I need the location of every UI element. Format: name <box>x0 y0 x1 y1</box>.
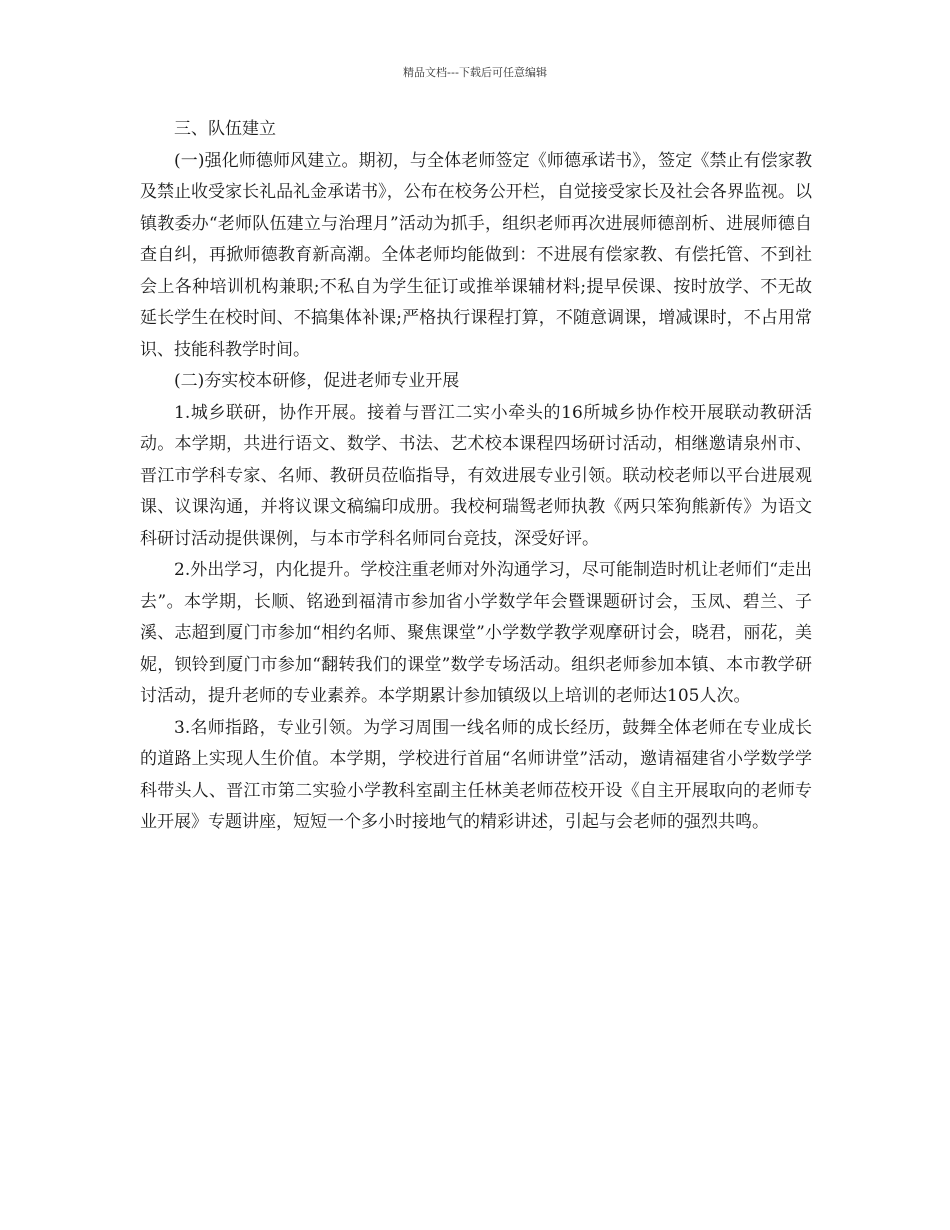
paragraph-ethics: (一)强化师德师风建立。期初，与全体老师签定《师德承诺书》，签定《禁止有偿家教及禁止收受家长礼品礼金承诺书》，公布在校务公开栏，自觉接受家长及社会各界监视。以镇教委办“老师队伍建立与治理月”活动为抓手，组织老师再次进展师德剖析、进展师德自查自纠，再掀师德教育新高潮。全体老师均能做到：不进展有偿家教、有偿托管、不到社会上各种培训机构兼职;不私自为学生征订或推举课辅材料;提早侯课、按时放学、不无故延长学生在校时间、不搞集体补课;严格执行课程打算，不随意调课，增减课时，不占用常识、技能科教学时间。 <box>140 150 812 360</box>
document-body <box>140 114 812 839</box>
section-heading: 三、队伍建立 <box>174 119 276 139</box>
paragraph-item-2: 2.外出学习，内化提升。学校注重老师对外沟通学习，尽可能制造时机让老师们“走出去”。本学期，长顺、铭逊到福清市参加省小学数学年会暨课题研讨会，玉凤、碧兰、子溪、志超到厦门市参加“相约名师、聚焦课堂”小学数学教学观摩研讨会，晓君，丽花，美妮，钡铃到厦门市参加“翻转我们的课堂”数学专场活动。组织老师参加本镇、本市教学研讨活动，提升老师的专业素养。本学期累计参加镇级以上培训的老师达105人次。 <box>140 560 812 706</box>
paragraph-item-1: 1.城乡联研，协作开展。接着与晋江二实小牵头的16所城乡协作校开展联动教研活动。本学期，共进行语文、数学、书法、艺术校本课程四场研讨活动，相继邀请泉州市、晋江市学科专家、名师、教研员莅临指导，有效进展专业引领。联动校老师以平台进展观课、议课沟通，并将议课文稿编印成册。我校柯瑞鸳老师执教《两只笨狗熊新传》为语文科研讨活动提供课例，与本市学科名师同台竞技，深受好评。 <box>140 402 812 549</box>
page-header: 精品文档---下载后可任意编辑 <box>403 66 547 79</box>
paragraph-item-3: 3.名师指路，专业引领。为学习周围一线名师的成长经历，鼓舞全体老师在专业成长的道路上实现人生价值。本学期，学校进行首届“名师讲堂”活动，邀请福建省小学数学学科带头人、晋江市第二实验小学教科室副主任林美老师莅校开设《自主开展取向的老师专业开展》专题讲座，短短一个多小时接地气的精彩讲述，引起与会老师的强烈共鸣。 <box>140 717 812 832</box>
subsection-heading: (二)夯实校本研修，促进老师专业开展 <box>174 371 460 391</box>
